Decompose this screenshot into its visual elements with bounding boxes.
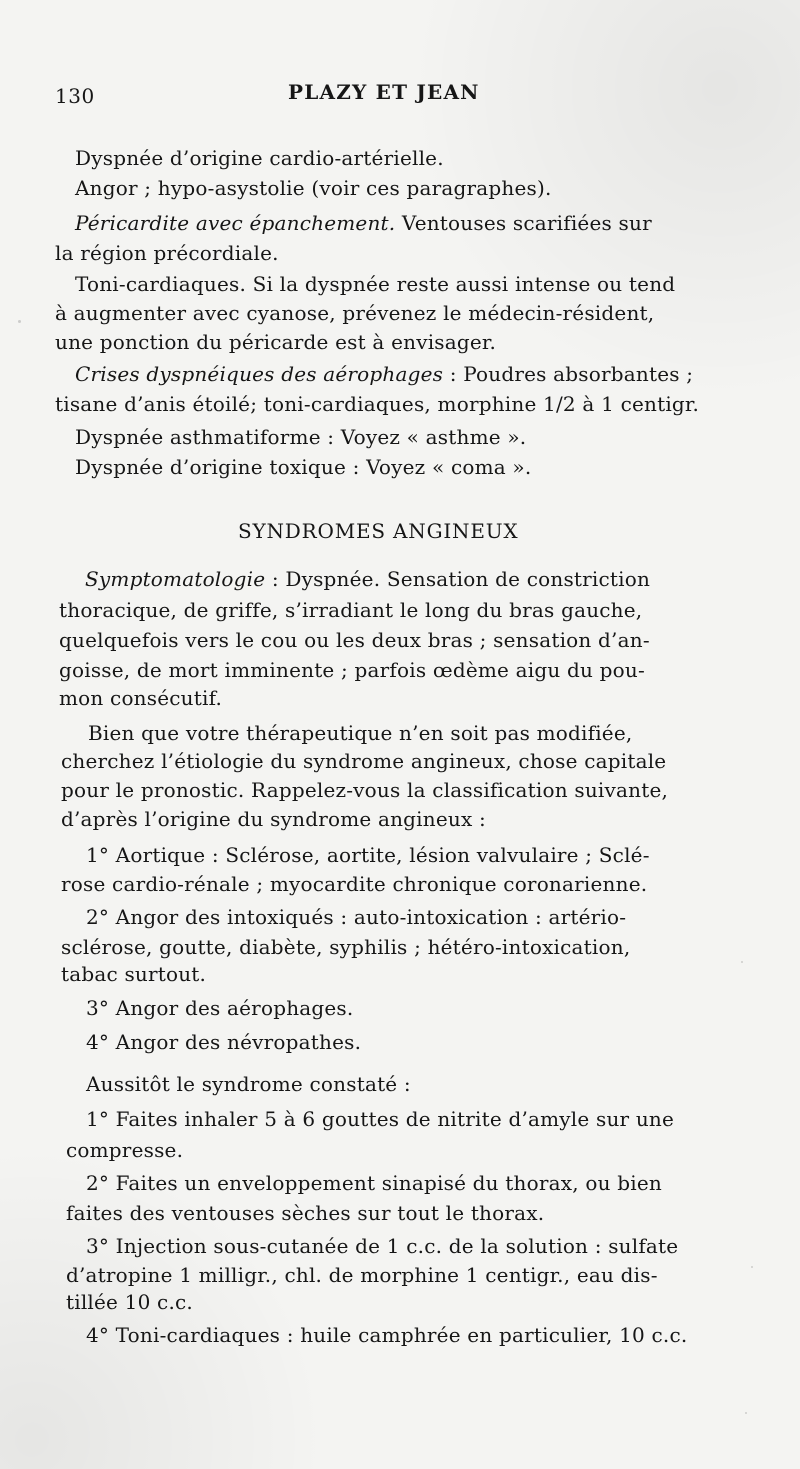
paper-speck [741, 961, 743, 963]
text-line: thoracique, de griffe, s’irradiant le long du bras gauche, [59, 598, 643, 622]
text-line: 4° Toni-cardiaques : huile camphrée en particulier, 10 c.c. [86, 1323, 688, 1347]
text-line: 4° Angor des névropathes. [86, 1030, 362, 1054]
text-line: goisse, de mort imminente ; parfois œdème aigu du pou- [59, 658, 645, 682]
paper-speck [751, 1266, 753, 1268]
text-line: tabac surtout. [61, 962, 207, 986]
text-line: la région précordiale. [55, 241, 279, 265]
text-line [75, 362, 693, 386]
text-line: Bien que votre thérapeutique n’en soit pas modifiée, [88, 721, 633, 745]
paper-speck [18, 320, 21, 323]
text-line: faites des ventouses sèches sur tout le thorax. [66, 1201, 545, 1225]
text-line: compresse. [66, 1138, 184, 1162]
text-line: tillée 10 c.c. [66, 1290, 193, 1314]
italic-heading-text: Symptomatologie [85, 567, 266, 591]
text-line: pour le pronostic. Rappelez-vous la classification suivante, [61, 778, 669, 802]
text-line: Dyspnée d’origine cardio-artérielle. [75, 146, 444, 170]
text-line: quelquefois vers le cou ou les deux bras ; sensation d’an- [59, 628, 650, 652]
text-line: sclérose, goutte, diabète, syphilis ; hétéro-intoxication, [61, 935, 631, 959]
text-line: Aussitôt le syndrome constaté : [86, 1072, 411, 1096]
page-number: 130 [55, 84, 95, 108]
italic-heading-text: Crises dyspnéiques des aérophages [75, 362, 444, 386]
text-line: 2° Angor des intoxiqués : auto-intoxication : artério- [86, 905, 627, 929]
running-title: PLAZY ET JEAN [288, 80, 480, 104]
text-line: d’atropine 1 milligr., chl. de morphine 1 centigr., eau dis- [66, 1263, 658, 1287]
text-line: à augmenter avec cyanose, prévenez le médecin-résident, [55, 301, 655, 325]
text-line: 1° Aortique : Sclérose, aortite, lésion valvulaire ; Sclé- [86, 843, 650, 867]
text-line: cherchez l’étiologie du syndrome angineux, chose capitale [61, 749, 667, 773]
paper-speck [745, 1412, 747, 1414]
text-line: 2° Faites un enveloppement sinapisé du thorax, ou bien [86, 1171, 662, 1195]
text-line: Dyspnée d’origine toxique : Voyez « coma ». [75, 455, 532, 479]
text-line: une ponction du péricarde est à envisager. [55, 330, 497, 354]
text-line: Angor ; hypo-asystolie (voir ces paragraphes). [75, 176, 552, 200]
text-line: 3° Injection sous-cutanée de 1 c.c. de la solution : sulfate [86, 1234, 679, 1258]
text-line: Toni-cardiaques. Si la dyspnée reste aussi intense ou tend [75, 272, 676, 296]
line-text: : Dyspnée. Sensation de constriction [265, 567, 651, 591]
text-line: rose cardio-rénale ; myocardite chronique coronarienne. [61, 872, 648, 896]
line-text: : Poudres absorbantes ; [443, 362, 694, 386]
text-line: d’après l’origine du syndrome angineux : [61, 807, 486, 831]
text-line [85, 567, 650, 591]
text-line [75, 211, 652, 235]
line-text: Ventouses scarifiées sur [395, 211, 652, 235]
italic-heading-text: Péricardite avec épanchement. [75, 211, 396, 235]
section-title: SYNDROMES ANGINEUX [238, 519, 519, 543]
text-line: tisane d’anis étoilé; toni-cardiaques, morphine 1/2 à 1 centigr. [55, 392, 700, 416]
text-line: Dyspnée asthmatiforme : Voyez « asthme ». [75, 425, 527, 449]
text-line: 3° Angor des aérophages. [86, 996, 354, 1020]
text-line: 1° Faites inhaler 5 à 6 gouttes de nitrite d’amyle sur une [86, 1107, 675, 1131]
text-line: mon consécutif. [59, 686, 223, 710]
